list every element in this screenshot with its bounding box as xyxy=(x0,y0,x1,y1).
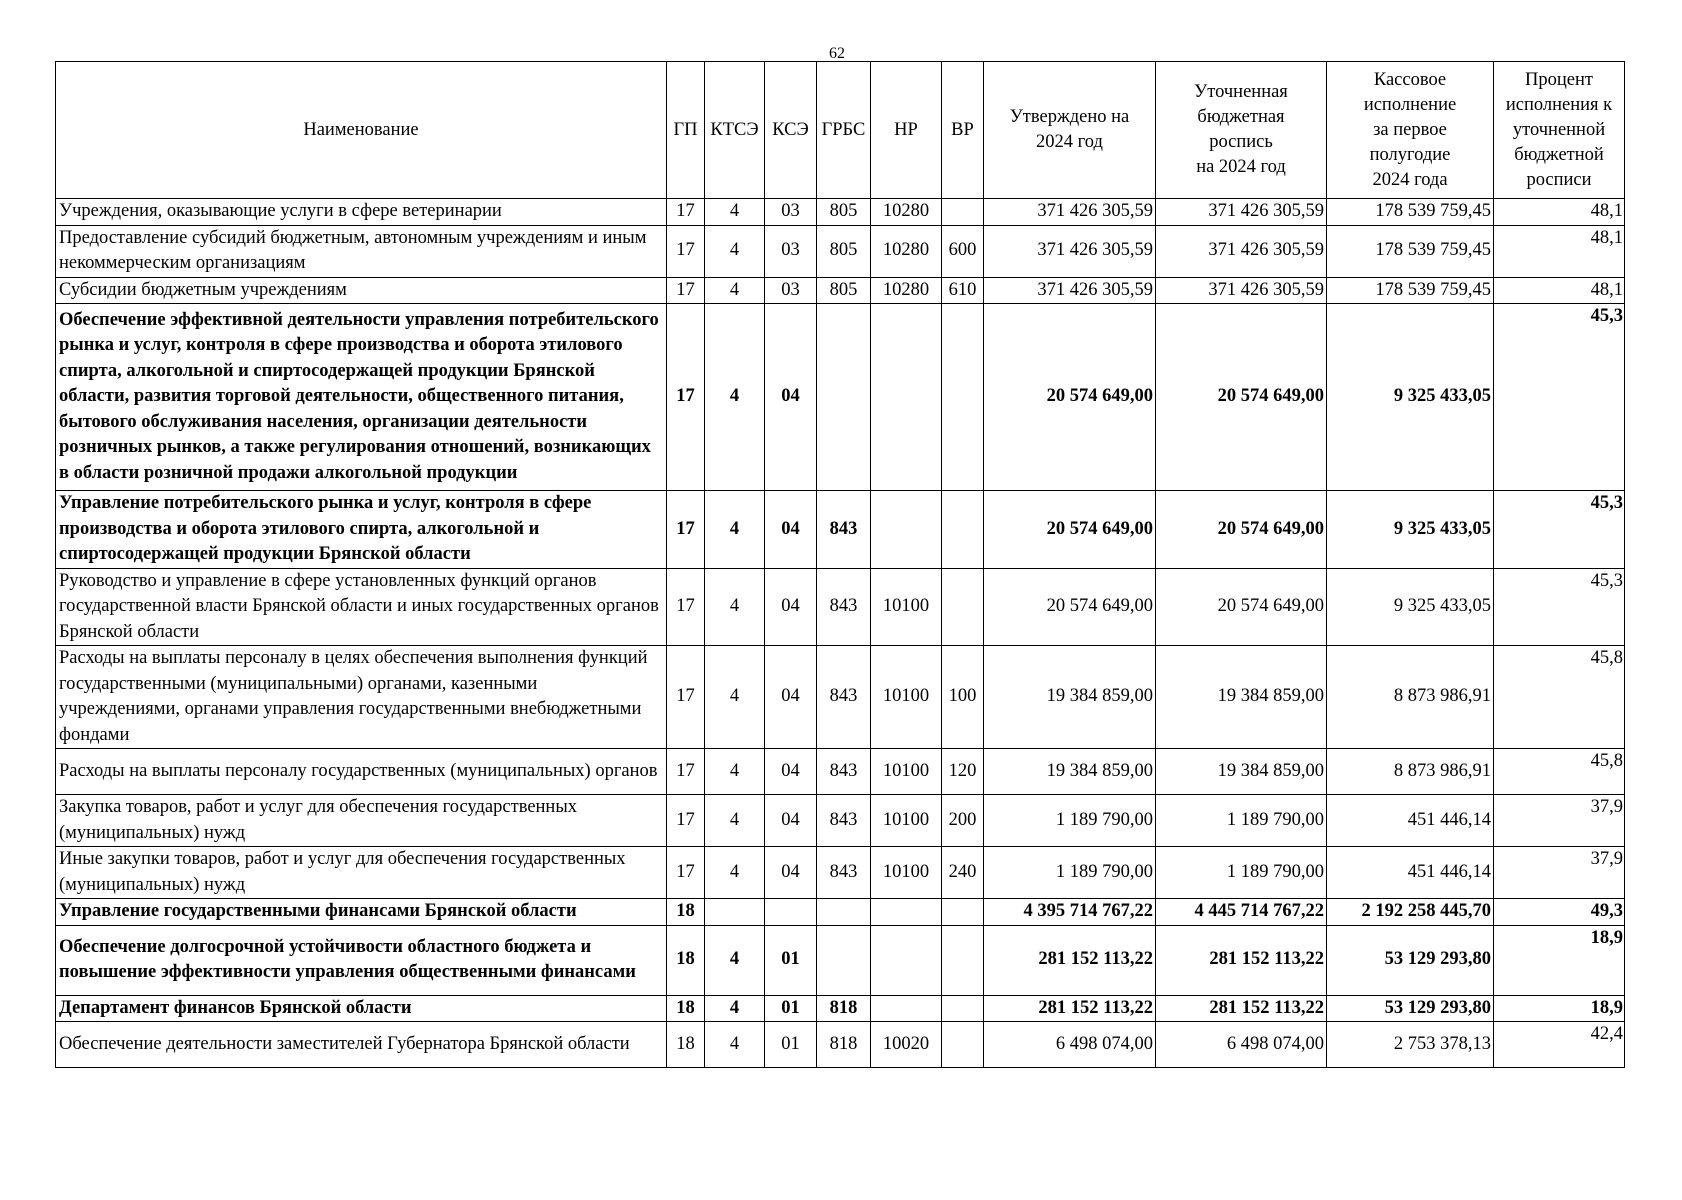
cell-percent: 49,3 xyxy=(1494,899,1625,926)
header-line: роспись xyxy=(1209,132,1273,152)
cell-percent: 48,1 xyxy=(1494,225,1625,277)
header-line: Кассовое xyxy=(1373,69,1447,90)
cell-refined: 19 384 859,00 xyxy=(1156,646,1327,749)
cell-approved: 1 189 790,00 xyxy=(984,795,1156,847)
cell-gp: 18 xyxy=(667,899,705,926)
cell-name: Руководство и управление в сфере установленных функций органов государственной власти Брянской области и иных государственных органов Брянской области xyxy=(56,568,667,646)
header-grbs xyxy=(817,62,871,199)
cell-cash-execution: 53 129 293,80 xyxy=(1327,995,1494,1022)
cell-refined: 20 574 649,00 xyxy=(1156,491,1327,569)
cell-approved: 20 574 649,00 xyxy=(984,568,1156,646)
cell-vr xyxy=(942,995,984,1022)
cell-ktse: 4 xyxy=(705,795,765,847)
cell-gp: 17 xyxy=(667,749,705,795)
cell-percent: 37,9 xyxy=(1494,847,1625,899)
cell-approved: 371 426 305,59 xyxy=(984,225,1156,277)
header-gp xyxy=(667,62,705,199)
cell-refined: 371 426 305,59 xyxy=(1156,225,1327,277)
cell-refined: 1 189 790,00 xyxy=(1156,847,1327,899)
header-refined xyxy=(1156,62,1327,199)
cell-name: Расходы на выплаты персоналу государственных (муниципальных) органов xyxy=(56,749,667,795)
header-name xyxy=(56,62,667,199)
cell-nr: 10280 xyxy=(871,225,942,277)
cell-nr xyxy=(871,899,942,926)
cell-grbs: 818 xyxy=(817,995,871,1022)
cell-ktse: 4 xyxy=(705,646,765,749)
cell-name: Учреждения, оказывающие услуги в сфере ветеринарии xyxy=(56,199,667,226)
cell-approved: 19 384 859,00 xyxy=(984,749,1156,795)
cell-percent: 18,9 xyxy=(1494,995,1625,1022)
cell-grbs xyxy=(817,304,871,491)
header-line: Уточненная xyxy=(1194,82,1288,102)
cell-kse: 01 xyxy=(765,995,817,1022)
header-line: 2024 года xyxy=(1372,169,1448,190)
budget-execution-table xyxy=(55,61,1625,1068)
cell-refined: 4 445 714 767,22 xyxy=(1156,899,1327,926)
cell-grbs: 805 xyxy=(817,277,871,304)
cell-cash-execution: 8 873 986,91 xyxy=(1327,749,1494,795)
cell-cash-execution: 178 539 759,45 xyxy=(1327,277,1494,304)
header-line: КСЭ xyxy=(772,119,809,140)
table-row xyxy=(56,995,1625,1022)
cell-cash-execution: 9 325 433,05 xyxy=(1327,491,1494,569)
cell-approved: 371 426 305,59 xyxy=(984,277,1156,304)
cell-ktse: 4 xyxy=(705,1022,765,1068)
table-row xyxy=(56,749,1625,795)
cell-grbs: 843 xyxy=(817,568,871,646)
table-row xyxy=(56,847,1625,899)
header-percent xyxy=(1494,62,1625,199)
cell-name: Иные закупки товаров, работ и услуг для обеспечения государственных (муниципальных) нужд xyxy=(56,847,667,899)
cell-gp: 17 xyxy=(667,277,705,304)
cell-name: Обеспечение долгосрочной устойчивости областного бюджета и повышение эффективности управления общественными финансами xyxy=(56,925,667,995)
table-row xyxy=(56,304,1625,491)
cell-nr: 10100 xyxy=(871,847,942,899)
header-line: на 2024 год xyxy=(1196,157,1286,177)
cell-approved: 371 426 305,59 xyxy=(984,199,1156,226)
cell-grbs: 805 xyxy=(817,225,871,277)
cell-cash-execution: 53 129 293,80 xyxy=(1327,925,1494,995)
cell-kse: 04 xyxy=(765,304,817,491)
header-line: росписи xyxy=(1526,169,1592,190)
cell-gp: 17 xyxy=(667,304,705,491)
cell-ktse: 4 xyxy=(705,304,765,491)
cell-percent: 42,4 xyxy=(1494,1022,1625,1068)
cell-vr xyxy=(942,899,984,926)
cell-approved: 20 574 649,00 xyxy=(984,491,1156,569)
cell-percent: 45,3 xyxy=(1494,568,1625,646)
table-row xyxy=(56,199,1625,226)
cell-kse: 04 xyxy=(765,568,817,646)
cell-ktse: 4 xyxy=(705,995,765,1022)
table-row xyxy=(56,225,1625,277)
header-line: Утверждено на xyxy=(1009,107,1130,127)
cell-grbs: 843 xyxy=(817,646,871,749)
cell-gp: 17 xyxy=(667,199,705,226)
cell-percent: 45,3 xyxy=(1494,304,1625,491)
cell-cash-execution: 9 325 433,05 xyxy=(1327,304,1494,491)
cell-approved: 6 498 074,00 xyxy=(984,1022,1156,1068)
table-row xyxy=(56,568,1625,646)
cell-grbs xyxy=(817,925,871,995)
header-nr xyxy=(871,62,942,199)
cell-vr: 600 xyxy=(942,225,984,277)
table-row xyxy=(56,925,1625,995)
cell-vr xyxy=(942,1022,984,1068)
header-line: исполнение xyxy=(1363,94,1457,115)
cell-grbs: 843 xyxy=(817,491,871,569)
cell-percent: 48,1 xyxy=(1494,277,1625,304)
cell-vr xyxy=(942,199,984,226)
header-line: бюджетной xyxy=(1514,144,1604,165)
cell-nr xyxy=(871,491,942,569)
cell-name: Расходы на выплаты персоналу в целях обеспечения выполнения функций государственными (муниципальными) органами, казенными учреждениями, органами управления государственными внебюджетными фондами xyxy=(56,646,667,749)
cell-approved: 19 384 859,00 xyxy=(984,646,1156,749)
cell-nr: 10020 xyxy=(871,1022,942,1068)
cell-vr xyxy=(942,304,984,491)
cell-name: Управление государственными финансами Брянской области xyxy=(56,899,667,926)
cell-refined: 281 152 113,22 xyxy=(1156,925,1327,995)
cell-kse: 04 xyxy=(765,847,817,899)
cell-gp: 17 xyxy=(667,847,705,899)
cell-ktse: 4 xyxy=(705,491,765,569)
header-line: уточненной xyxy=(1512,119,1606,140)
cell-refined: 371 426 305,59 xyxy=(1156,199,1327,226)
cell-ktse: 4 xyxy=(705,847,765,899)
table-row xyxy=(56,1022,1625,1068)
cell-name: Субсидии бюджетным учреждениям xyxy=(56,277,667,304)
cell-kse: 03 xyxy=(765,277,817,304)
cell-cash-execution: 9 325 433,05 xyxy=(1327,568,1494,646)
cell-kse: 04 xyxy=(765,795,817,847)
cell-gp: 18 xyxy=(667,925,705,995)
cell-nr xyxy=(871,304,942,491)
cell-nr: 10280 xyxy=(871,199,942,226)
cell-refined: 20 574 649,00 xyxy=(1156,304,1327,491)
cell-nr: 10100 xyxy=(871,568,942,646)
cell-vr: 100 xyxy=(942,646,984,749)
cell-gp: 18 xyxy=(667,995,705,1022)
cell-name: Управление потребительского рынка и услуг, контроля в сфере производства и оборота этилового спирта, алкогольной и спиртосодержащей продукции Брянской области xyxy=(56,491,667,569)
table-row xyxy=(56,491,1625,569)
cell-refined: 371 426 305,59 xyxy=(1156,277,1327,304)
cell-refined: 20 574 649,00 xyxy=(1156,568,1327,646)
cell-approved: 4 395 714 767,22 xyxy=(984,899,1156,926)
cell-vr: 120 xyxy=(942,749,984,795)
cell-gp: 17 xyxy=(667,568,705,646)
cell-kse: 03 xyxy=(765,225,817,277)
cell-refined: 6 498 074,00 xyxy=(1156,1022,1327,1068)
header-ktse xyxy=(705,62,765,199)
cell-percent: 48,1 xyxy=(1494,199,1625,226)
cell-vr xyxy=(942,491,984,569)
page-number: 62 xyxy=(829,45,845,62)
cell-cash-execution: 451 446,14 xyxy=(1327,795,1494,847)
cell-cash-execution: 2 753 378,13 xyxy=(1327,1022,1494,1068)
cell-name: Обеспечение деятельности заместителей Губернатора Брянской области xyxy=(56,1022,667,1068)
cell-cash-execution: 178 539 759,45 xyxy=(1327,225,1494,277)
cell-kse: 04 xyxy=(765,646,817,749)
cell-cash-execution: 2 192 258 445,70 xyxy=(1327,899,1494,926)
cell-kse: 01 xyxy=(765,925,817,995)
cell-nr: 10100 xyxy=(871,646,942,749)
cell-percent: 18,9 xyxy=(1494,925,1625,995)
cell-gp: 17 xyxy=(667,646,705,749)
cell-name: Предоставление субсидий бюджетным, автономным учреждениям и иным некоммерческим организациям xyxy=(56,225,667,277)
cell-nr: 10100 xyxy=(871,749,942,795)
cell-cash-execution: 451 446,14 xyxy=(1327,847,1494,899)
cell-kse: 04 xyxy=(765,491,817,569)
header-vr xyxy=(942,62,984,199)
cell-grbs: 843 xyxy=(817,847,871,899)
table-row xyxy=(56,899,1625,926)
cell-vr: 610 xyxy=(942,277,984,304)
cell-grbs: 843 xyxy=(817,795,871,847)
cell-ktse: 4 xyxy=(705,568,765,646)
header-line: исполнения к xyxy=(1505,94,1613,115)
cell-name: Закупка товаров, работ и услуг для обеспечения государственных (муниципальных) нужд xyxy=(56,795,667,847)
cell-approved: 20 574 649,00 xyxy=(984,304,1156,491)
cell-refined: 281 152 113,22 xyxy=(1156,995,1327,1022)
cell-kse: 01 xyxy=(765,1022,817,1068)
cell-ktse: 4 xyxy=(705,925,765,995)
header-line: бюджетная xyxy=(1197,107,1285,127)
cell-ktse: 4 xyxy=(705,277,765,304)
header-approved xyxy=(984,62,1156,199)
cell-nr xyxy=(871,925,942,995)
cell-name: Департамент финансов Брянской области xyxy=(56,995,667,1022)
header-line: 2024 год xyxy=(1036,132,1103,152)
header-row xyxy=(56,62,1625,199)
table-row xyxy=(56,795,1625,847)
cell-refined: 1 189 790,00 xyxy=(1156,795,1327,847)
header-line: ГП xyxy=(673,119,698,140)
cell-ktse xyxy=(705,899,765,926)
cell-percent: 45,8 xyxy=(1494,646,1625,749)
header-line: ГРБС xyxy=(821,119,866,140)
cell-vr xyxy=(942,925,984,995)
cell-percent: 37,9 xyxy=(1494,795,1625,847)
cell-grbs: 818 xyxy=(817,1022,871,1068)
cell-refined: 19 384 859,00 xyxy=(1156,749,1327,795)
cell-vr: 200 xyxy=(942,795,984,847)
cell-vr: 240 xyxy=(942,847,984,899)
cell-percent: 45,8 xyxy=(1494,749,1625,795)
table-row xyxy=(56,277,1625,304)
header-kse xyxy=(765,62,817,199)
cell-kse: 03 xyxy=(765,199,817,226)
cell-approved: 1 189 790,00 xyxy=(984,847,1156,899)
cell-gp: 17 xyxy=(667,491,705,569)
cell-ktse: 4 xyxy=(705,225,765,277)
cell-kse xyxy=(765,899,817,926)
cell-nr xyxy=(871,995,942,1022)
cell-grbs xyxy=(817,899,871,926)
header-line: Наименование xyxy=(303,119,419,140)
cell-nr: 10100 xyxy=(871,795,942,847)
cell-approved: 281 152 113,22 xyxy=(984,995,1156,1022)
cell-nr: 10280 xyxy=(871,277,942,304)
cell-grbs: 843 xyxy=(817,749,871,795)
table-row xyxy=(56,646,1625,749)
header-line: НР xyxy=(894,119,918,140)
cell-cash-execution: 178 539 759,45 xyxy=(1327,199,1494,226)
header-line: Процент xyxy=(1525,69,1593,90)
cell-ktse: 4 xyxy=(705,749,765,795)
cell-kse: 04 xyxy=(765,749,817,795)
cell-cash-execution: 8 873 986,91 xyxy=(1327,646,1494,749)
cell-gp: 17 xyxy=(667,795,705,847)
cell-approved: 281 152 113,22 xyxy=(984,925,1156,995)
cell-name: Обеспечение эффективной деятельности управления потребительского рынка и услуг, контроля в сфере производства и оборота этилового спирта, алкогольной и спиртосодержащей продукции Брянской области, развития торговой деятельности, общественного питания, бытового обслуживания населения, организации деятельности розничных рынков, а также регулирования отношений, возникающих в области розничной продажи алкогольной продукции xyxy=(56,304,667,491)
cell-ktse: 4 xyxy=(705,199,765,226)
cell-percent: 45,3 xyxy=(1494,491,1625,569)
header-line: полугодие xyxy=(1369,144,1451,165)
cell-gp: 18 xyxy=(667,1022,705,1068)
cell-gp: 17 xyxy=(667,225,705,277)
header-line: ВР xyxy=(951,119,974,140)
header-cash-execution xyxy=(1327,62,1494,199)
cell-vr xyxy=(942,568,984,646)
header-line: за первое xyxy=(1373,119,1447,140)
cell-grbs: 805 xyxy=(817,199,871,226)
header-line: КТСЭ xyxy=(710,119,759,140)
